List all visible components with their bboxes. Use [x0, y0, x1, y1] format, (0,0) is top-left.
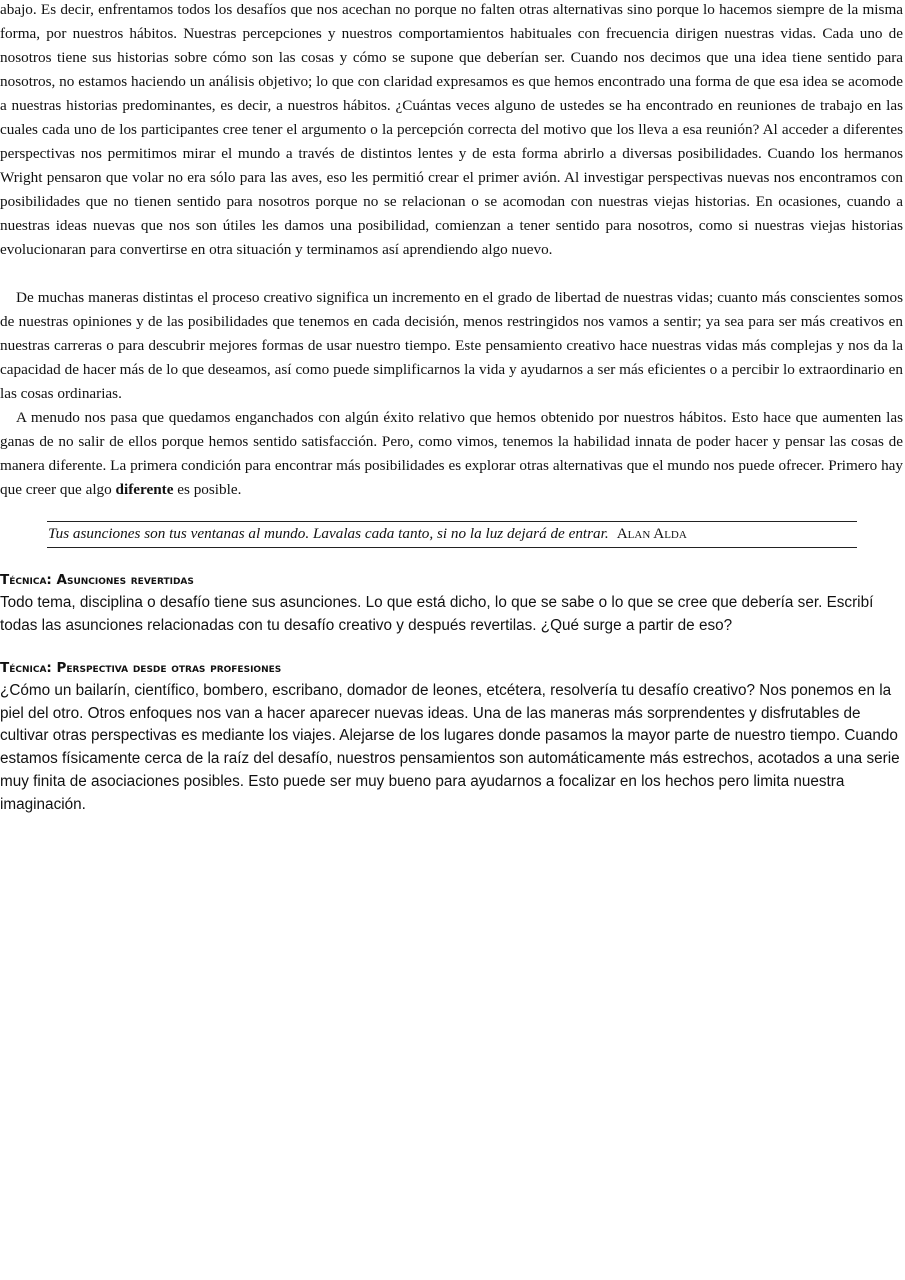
body-paragraph-2: De muchas maneras distintas el proceso creativo significa un incremento en el grado de libertad de nuestras vidas; cuanto más conscientes somos de nuestras opiniones y de las posibilidades que tenemos en cada decisión, menos restringidos nos vamos a sentir; ya sea para ser más creativos en nuestras carreras o para descubrir mejores formas de usar nuestro tiempo. Este pensamiento creativo hace nuestras vidas más complejas y nos da la capacidad de hacer más de lo que deseamos, así como puede simplificarnos la vida y ayudarnos a ser más eficientes o a percibir lo extraordinario en las cosas ordinarias. [0, 289, 903, 402]
paragraph-3-text: A menudo nos pasa que quedamos enganchados con algún éxito relativo que hemos obtenido por nuestros hábitos. Esto hace que aumenten las ganas de no salir de ellos porque hemos sentido satisfacción. Pero, como vimos, tenemos la habilidad innata de poder hacer y pensar las cosas de manera diferente. La primera condición para encontrar más posibilidades es explorar otras alternativas que el mundo nos puede ofrecer. Primero hay que creer que algo [0, 409, 903, 498]
quote-author: Alan Alda [616, 525, 687, 542]
technique-heading-asunciones: Técnica: Asunciones revertidas [0, 572, 194, 588]
emphasis-diferente: diferente [115, 481, 174, 498]
body-paragraph-1: abajo. Es decir, enfrentamos todos los desafíos que nos acechan no porque no falten otras alternativas sino porque lo hacemos siempre de la misma forma, por nuestros hábitos. Nuestras percepciones y nuestros comportamientos habituales con frecuencia dirigen nuestras vidas. Cada uno de nosotros tiene sus historias sobre cómo son las cosas y cómo se supone que deberían ser. Cuando nos decimos que una idea tiene sentido para nosotros, no estamos haciendo un análisis objetivo; lo que con claridad expresamos es que hemos encontrado una forma de que esa idea se acomode a nuestras historias predominantes, es decir, a nuestros hábitos. ¿Cuántas veces alguno de ustedes se ha encontrado en reuniones de trabajo en las cuales cada uno de los participantes cree tener el argumento o la percepción correcta del motivo que los lleva a esa reunión? Al acceder a diferentes perspectivas nos permitimos mirar el mundo a través de distintos lentes y de esta forma abrirlo a diversas posibilidades. Cuando los hermanos Wright pensaron que volar no era sólo para las aves, eso les permitió crear el primer avión. Al investigar perspectivas nuevas nos encontramos con posibilidades que no tienen sentido para nosotros porque no se relacionan o se acomodan con nuestras viejas historias. En ocasiones, cuando a nuestras ideas nuevas que nos son útiles les damos una posibilidad, comienzan a tener sentido para nosotros, como si nuestras viejas historias evolucionaran para convertirse en otra situación y terminamos así aprendiendo algo nuevo. [0, 1, 903, 258]
paragraph-3-ending: es posible. [173, 481, 242, 498]
body-paragraph-3 [0, 406, 903, 502]
technique-body-perspectiva: ¿Cómo un bailarín, científico, bombero, escribano, domador de leones, etcétera, resolvería tu desafío creativo? Nos ponemos en la piel del otro. Otros enfoques nos van a hacer aparecer nuevas ideas. Una de las maneras más sorprendentes y disfrutables de cultivar otras perspectivas es mediante los viajes. Alejarse de los lugares donde pasamos la mayor parte de nuestro tiempo. Cuando estamos físicamente cerca de la raíz del desafío, nuestros pensamientos son automáticamente más estrechos, acotados a una serie muy finita de asociaciones posibles. Esto puede ser muy bueno para ayudarnos a focalizar en los hechos pero limita nuestra imaginación. [0, 682, 900, 813]
quote-block [47, 521, 857, 548]
quote-text: Tus asunciones son tus ventanas al mundo. Lavalas cada tanto, si no la luz dejará de entrar. [48, 525, 609, 542]
technique-body-asunciones: Todo tema, disciplina o desafío tiene sus asunciones. Lo que está dicho, lo que se sabe o lo que se cree que debería ser. Escribí todas las asunciones relacionadas con tu desafío creativo y después revertilas. ¿Qué surge a partir de eso? [0, 594, 874, 634]
technique-heading-perspectiva: Técnica: Perspectiva desde otras profesiones [0, 660, 282, 676]
